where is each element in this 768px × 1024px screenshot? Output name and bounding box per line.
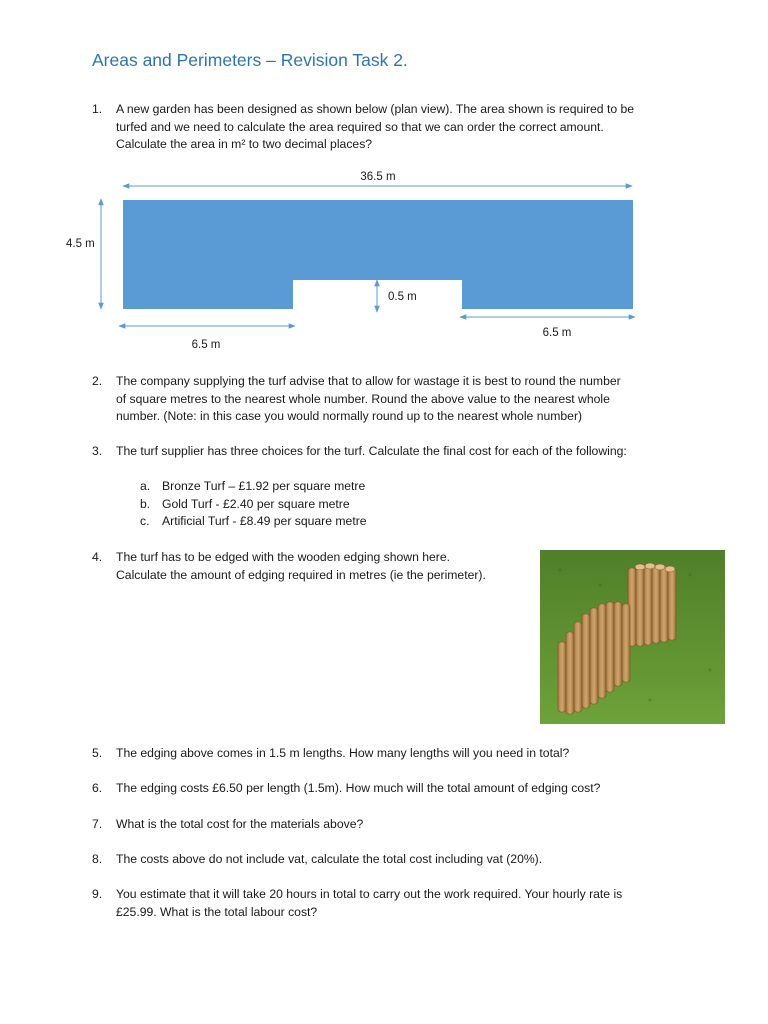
option-text: Artificial Turf - £8.49 per square metre: [162, 514, 367, 528]
notch-depth-label: 0.5 m: [388, 291, 417, 303]
question-number: 7.: [92, 817, 103, 831]
turf-option: [140, 478, 365, 496]
garden-shape: [123, 200, 633, 309]
question-text-line: Calculate the area in m² to two decimal places?: [116, 137, 373, 151]
question-text-line: What is the total cost for the materials above?: [116, 817, 364, 831]
option-text: Gold Turf - £2.40 per square metre: [162, 496, 350, 511]
question-text-line: Calculate the amount of edging required in metres (ie the perimeter).: [116, 567, 486, 582]
option-text: Bronze Turf – £1.92 per square metre: [162, 479, 366, 493]
question-text-line: The company supplying the turf advise that to allow for wastage it is best to round the number: [116, 374, 621, 388]
question-text-line: The turf supplier has three choices for the turf. Calculate the final cost for each of the following:: [116, 444, 627, 458]
turf-option: [140, 496, 350, 514]
option-letter: c.: [140, 514, 150, 528]
option-letter: a.: [140, 479, 151, 493]
question-text-line: The edging costs £6.50 per length (1.5m). How much will the total amount of edging cost?: [116, 781, 601, 795]
question-number: 3.: [92, 444, 103, 458]
question-text-line: A new garden has been designed as shown below (plan view). The area shown is required to be: [116, 102, 635, 116]
question-number: 2.: [92, 374, 103, 388]
width-label: 36.5 m: [360, 171, 396, 183]
question-text-line: The edging above comes in 1.5 m lengths. How many lengths will you need in total?: [116, 746, 570, 760]
question-text-line: You estimate that it will take 20 hours in total to carry out the work required. Your hourly rate is: [116, 887, 623, 901]
page-title: Areas and Perimeters – Revision Task 2.: [92, 50, 408, 70]
wooden-edging-photo: [540, 550, 725, 724]
question-number: 6.: [92, 781, 103, 795]
question-number: 9.: [92, 887, 103, 901]
question-text-line: £25.99. What is the total labour cost?: [116, 904, 318, 919]
question-text-line: turfed and we need to calculate the area required so that we can order the correct amount.: [116, 119, 604, 134]
option-letter: b.: [140, 496, 151, 511]
right-section-label: 6.5 m: [542, 327, 572, 339]
left-section-label: 6.5 m: [191, 339, 221, 351]
question-text-line: The costs above do not include vat, calculate the total cost including vat (20%).: [116, 852, 543, 866]
question-text-line: of square metres to the nearest whole number. Round the above value to the nearest whole: [116, 391, 610, 406]
turf-option: [140, 513, 367, 531]
question-number: 8.: [92, 852, 103, 866]
question-number: 4.: [92, 550, 103, 564]
garden-plan-diagram: [0, 165, 768, 365]
question-number: 1.: [92, 102, 103, 116]
question-text-line: number. (Note: in this case you would normally round up to the nearest whole number): [116, 409, 583, 423]
question-text-line: The turf has to be edged with the wooden edging shown here.: [116, 550, 451, 564]
question-number: 5.: [92, 746, 103, 760]
height-label: 4.5 m: [66, 238, 95, 250]
